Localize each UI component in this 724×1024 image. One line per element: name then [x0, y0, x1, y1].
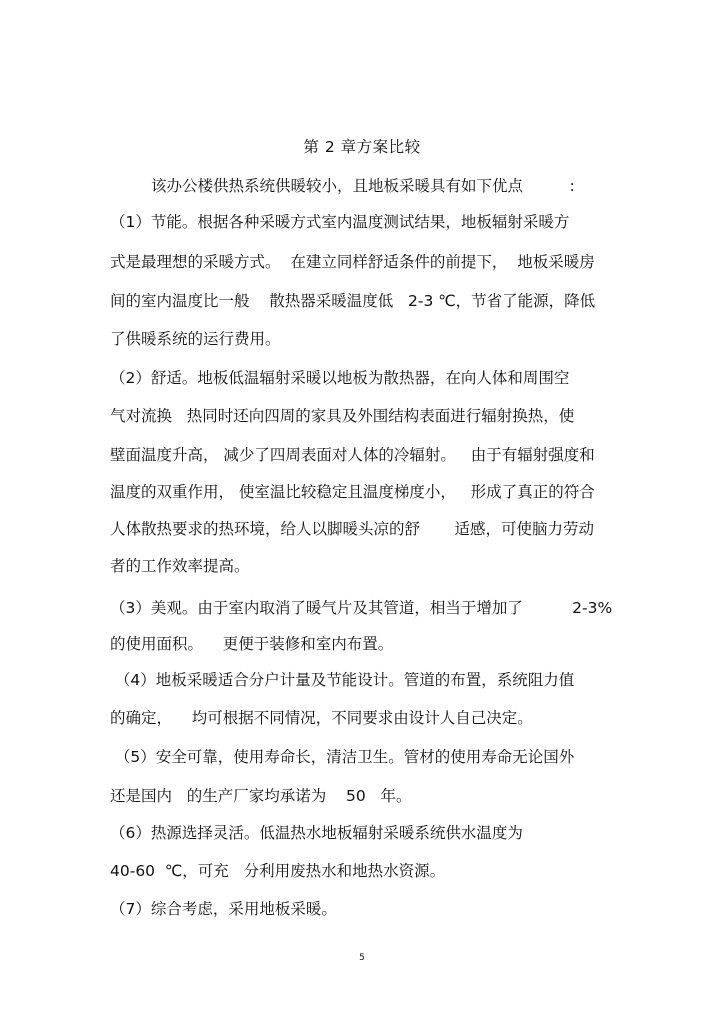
- body-line: （6）热源选择灵活。低温热水地板辐射采暖系统供水温度为: [110, 824, 523, 842]
- body-line: 的确定， 均可根据不同情况，不同要求由设计人自己决定。: [110, 709, 533, 727]
- body-line: 式是最理想的采暖方式。 在建立同样舒适条件的前提下， 地板采暖房: [110, 253, 595, 271]
- chapter-title: 第 2 章方案比较: [303, 138, 421, 156]
- body-line: （4）地板采暖适合分户计量及节能设计。管道的布置，系统阻力值: [110, 671, 575, 689]
- body-line: 者的工作效率提高。: [110, 557, 250, 575]
- body-line: 还是国内 的生产厂家均承诺为 50 年。: [110, 787, 412, 805]
- body-line: 气对流换 热同时还向四周的家具及外围结构表面进行辐射换热，使: [110, 407, 575, 425]
- body-line: 间的室内温度比一般 散热器采暖温度低 2-3 ℃，节省了能源，降低: [110, 292, 596, 310]
- body-line: 人体散热要求的热环境，给人以脚暖头凉的舒 适感，可使脑力劳动: [110, 520, 594, 538]
- body-line: 了供暖系统的运行费用。: [110, 330, 281, 348]
- body-line: 壁面温度升高， 减少了四周表面对人体的冷辐射。 由于有辐射强度和: [110, 446, 595, 464]
- body-line: 温度的双重作用， 使室温比较稳定且温度梯度小， 形成了真正的符合: [110, 483, 595, 501]
- body-line: （5）安全可靠，使用寿命长，清洁卫生。管材的使用寿命无论国外: [110, 748, 575, 766]
- page-number: 5: [359, 953, 365, 963]
- body-line: 该办公楼供热系统供暖较小，且地板采暖具有如下优点 :: [151, 177, 575, 195]
- body-line: 的使用面积。 更便于装修和室内布置。: [110, 635, 394, 653]
- body-line: （2）舒适。地板低温辐射采暖以地板为散热器，在向人体和周围空: [110, 369, 570, 387]
- body-line: （1）节能。根据各种采暖方式室内温度测试结果，地板辐射采暖方: [110, 213, 570, 231]
- body-line: 40-60 ℃，可充 分利用废热水和地热水资源。: [110, 862, 446, 880]
- body-line: （7）综合考虑，采用地板采暖。: [110, 900, 337, 918]
- body-line: （3）美观。由于室内取消了暖气片及其管道，相当于增加了 2-3%: [110, 599, 613, 617]
